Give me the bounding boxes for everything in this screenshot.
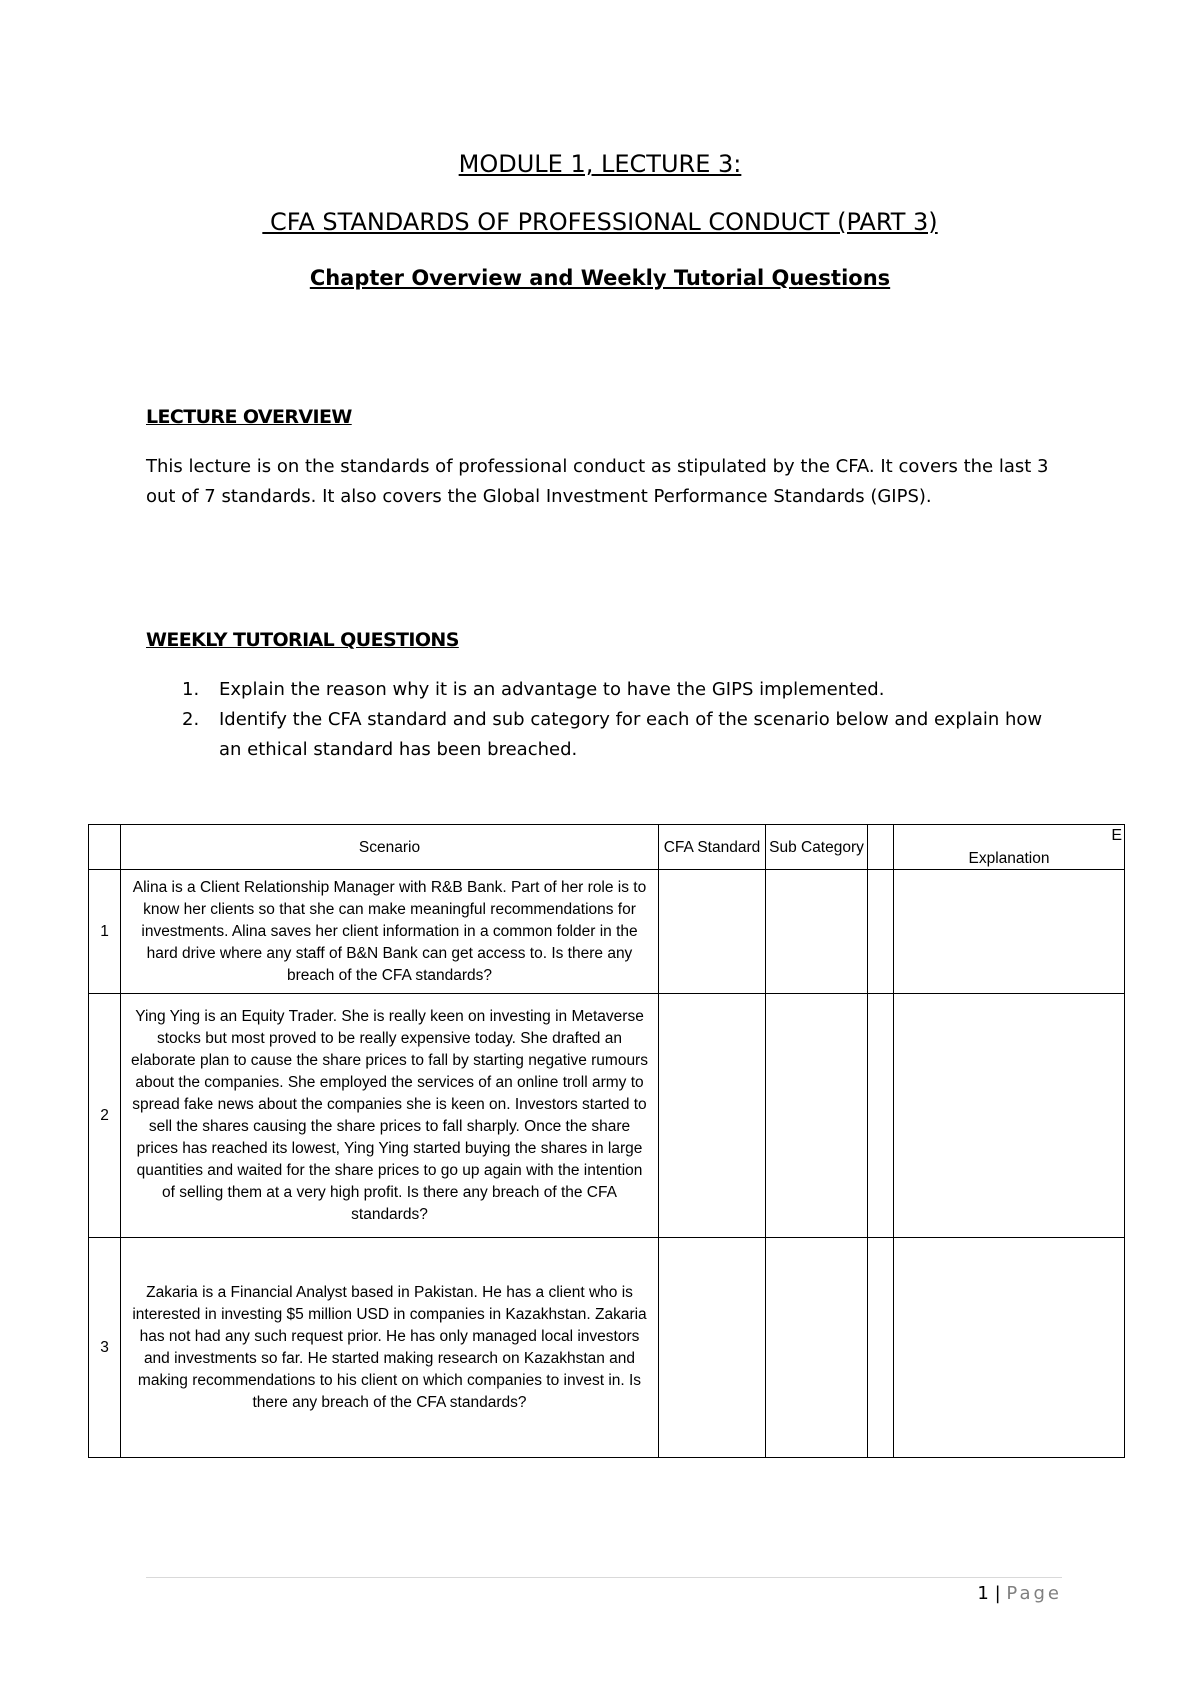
cfa-standard-cell[interactable]: [659, 870, 766, 994]
cfa-standard-cell[interactable]: [659, 994, 766, 1238]
row-number: 2: [89, 994, 121, 1238]
question-text: Identify the CFA standard and sub category for each of the scenario below and explain how an ethical standard has been breached.: [219, 709, 1043, 760]
header-explanation-label: Explanation: [968, 850, 1050, 867]
header-cfa-standard: CFA Standard: [659, 825, 766, 870]
scenario-text: Alina is a Client Relationship Manager with R&B Bank. Part of her role is to know her clients so that she can make meaningful recommendations for investments. Alina saves her client information in a common folder in the hard drive where any staff of B&N Bank can get access to. Is there any breach of the CFA standards?: [121, 870, 659, 994]
question-item: [146, 705, 1066, 765]
chapter-subtitle: Chapter Overview and Weekly Tutorial Questions: [309, 266, 891, 290]
header-e-fragment: E: [1111, 827, 1122, 844]
page-label: Page: [1006, 1583, 1062, 1604]
page-number: 1: [977, 1583, 989, 1604]
explanation-cell[interactable]: [894, 870, 1125, 994]
table-header-row: [89, 825, 1125, 870]
cfa-standard-cell[interactable]: [659, 1238, 766, 1458]
lecture-overview-heading: LECTURE OVERVIEW: [146, 406, 352, 428]
narrow-cell: [868, 994, 894, 1238]
table-row: [89, 1238, 1125, 1458]
narrow-cell: [868, 870, 894, 994]
header-explanation: [894, 825, 1125, 870]
row-number: 1: [89, 870, 121, 994]
explanation-cell[interactable]: [894, 994, 1125, 1238]
question-number: 2.: [182, 709, 200, 730]
explanation-cell[interactable]: [894, 1238, 1125, 1458]
question-number: 1.: [182, 679, 200, 700]
sub-category-cell[interactable]: [766, 994, 868, 1238]
row-number: 3: [89, 1238, 121, 1458]
header-sub-category: Sub Category: [766, 825, 868, 870]
table-row: [89, 870, 1125, 994]
header-scenario: Scenario: [121, 825, 659, 870]
sub-category-cell[interactable]: [766, 870, 868, 994]
header-number-cell: [89, 825, 121, 870]
page-footer: [977, 1583, 1062, 1604]
scenario-table: [88, 824, 1125, 1458]
sub-category-cell[interactable]: [766, 1238, 868, 1458]
lecture-overview-text: This lecture is on the standards of professional conduct as stipulated by the CFA. It covers the last 3 out of 7 standards. It also covers the Global Investment Performance Standards (GIPS).: [146, 456, 1049, 507]
lecture-title: CFA STANDARDS OF PROFESSIONAL CONDUCT (PART 3): [262, 208, 938, 236]
scenario-text: Zakaria is a Financial Analyst based in Pakistan. He has a client who is interested in investing $5 million USD in companies in Kazakhstan. Zakaria has not had any such request prior. He has only managed local investors and investments so far. He started making research on Kazakhstan and making recommendations to his client on which companies to invest in. Is there any breach of the CFA standards?: [121, 1238, 659, 1458]
footer-divider: [146, 1577, 1062, 1578]
question-text: Explain the reason why it is an advantage to have the GIPS implemented.: [219, 679, 885, 700]
question-list: [146, 675, 1066, 765]
weekly-tutorial-heading: WEEKLY TUTORIAL QUESTIONS: [146, 629, 459, 651]
question-item: [146, 675, 1066, 705]
module-title: MODULE 1, LECTURE 3:: [458, 150, 742, 178]
footer-separator: |: [994, 1583, 1001, 1604]
table-row: [89, 994, 1125, 1238]
scenario-text: Ying Ying is an Equity Trader. She is really keen on investing in Metaverse stocks but most proved to be really expensive today. She drafted an elaborate plan to cause the share prices to fall by starting negative rumours about the companies. She employed the services of an online troll army to spread fake news about the companies she is keen on. Investors started to sell the shares causing the share prices to fall sharply. Once the share prices has reached its lowest, Ying Ying started buying the shares in large quantities and waited for the share prices to go up again with the intention of selling them at a very high profit. Is there any breach of the CFA standards?: [121, 994, 659, 1238]
narrow-cell: [868, 1238, 894, 1458]
header-narrow-cell: [868, 825, 894, 870]
